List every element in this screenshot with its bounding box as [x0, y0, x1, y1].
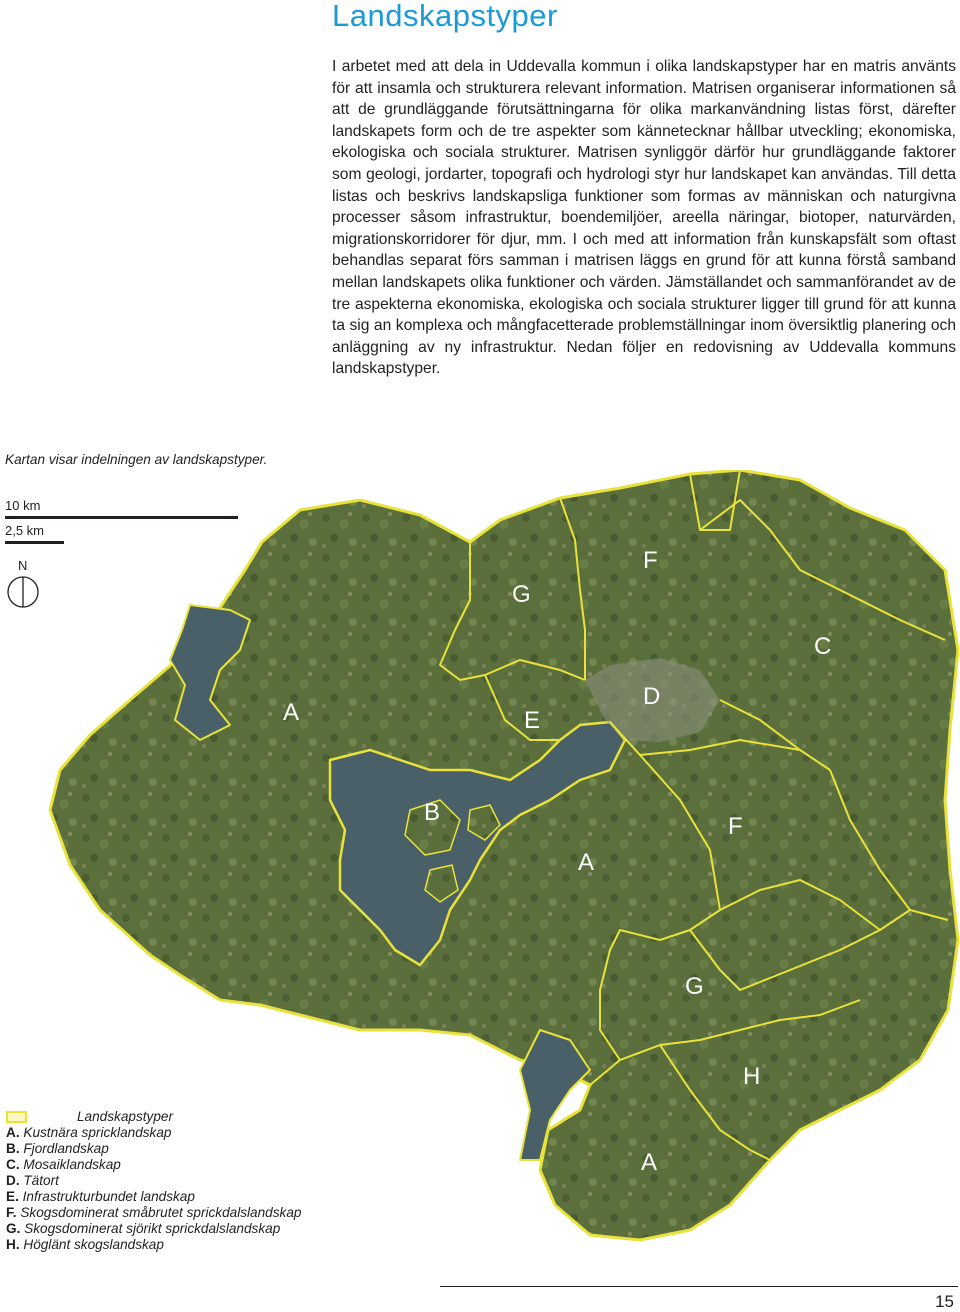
legend-name: Höglänt skogslandskap [23, 1237, 164, 1252]
legend-name: Fjordlandskap [23, 1141, 109, 1156]
legend-name: Skogsdominerat sjörikt sprickdalslandskap [24, 1221, 281, 1236]
scale-label-10km: 10 km [5, 498, 41, 513]
zone-label-f: F [728, 813, 743, 840]
legend-code: B. [6, 1141, 20, 1156]
legend-name: Infrastrukturbundet landskap [22, 1189, 195, 1204]
zone-label-g: G [685, 973, 704, 1000]
zone-label-g: G [512, 581, 531, 608]
legend-boundary-swatch [6, 1111, 27, 1123]
scale-label-2-5km: 2,5 km [5, 523, 45, 538]
legend-header [6, 1108, 346, 1125]
legend-item [6, 1189, 346, 1205]
page-number: 15 [935, 1292, 954, 1311]
footer-divider [440, 1286, 958, 1287]
legend-code: C. [6, 1157, 20, 1172]
map-caption: Kartan visar indelningen av landskapstyper. [5, 452, 268, 467]
zone-label-h: H [743, 1063, 761, 1090]
zone-label-a: A [641, 1149, 658, 1176]
legend-code: H. [6, 1237, 20, 1252]
legend-item [6, 1125, 346, 1141]
zone-label-e: E [524, 707, 541, 734]
legend-item [6, 1237, 346, 1253]
legend-code: E. [6, 1189, 19, 1204]
map-legend [6, 1108, 346, 1253]
north-label: N [18, 558, 28, 573]
page-title: Landskapstyper [332, 0, 558, 33]
zone-label-f: F [643, 547, 658, 574]
zone-label-c: C [814, 633, 832, 660]
legend-title: Landskapstyper [77, 1109, 173, 1124]
zone-label-d: D [643, 683, 661, 710]
zone-label-a: A [283, 699, 300, 726]
legend-name: Kustnära spricklandskap [23, 1125, 172, 1140]
legend-code: A. [6, 1125, 20, 1140]
legend-item [6, 1173, 346, 1189]
legend-item [6, 1141, 346, 1157]
legend-code: D. [6, 1173, 20, 1188]
legend-item [6, 1157, 346, 1173]
legend-name: Tätort [23, 1173, 59, 1188]
legend-name: Mosaiklandskap [23, 1157, 121, 1172]
legend-name: Skogsdominerat småbrutet sprickdalslandskap [20, 1205, 302, 1220]
zone-label-b: B [424, 799, 441, 826]
legend-code: G. [6, 1221, 21, 1236]
intro-paragraph: I arbetet med att dela in Uddevalla kommun i olika landskapstyper har en matris använts för att insamla och strukturera relevant information. Matrisen organiserar informationen så att de grundläggande förutsättningarna för olika markanvändning listas först, därefter landskapets form och de tre aspekter som kännetecknar hållbar utveckling; ekonomiska, ekologiska och sociala strukturer. Matrisen synliggör därför hur grundläggande faktorer som geologi, jordarter, topografi och hydrologi styr hur landskapet kan användas. Till detta listas och beskrivs landskapsliga funktioner som formas av människan och naturgivna processer såsom infrastruktur, boendemiljöer, areella näringar, biotoper, naturvärden, migrationskorridorer för djur, mm. I och med att information från kunskapsfält som oftast behandlas separat förs samman i matrisen läggs en grund för att kunna förstå samband mellan landskapets olika funktioner och värden. Jämställandet och sammanförandet av de tre aspekterna ekonomiska, ekologiska och sociala strukturer ligger till grund för att kunna ta sig an komplexa och mångfacetterade problemställningar inom översiktlig planering och anläggning av ny infrastruktur. Nedan följer en redovisning av Uddevalla kommuns landskapstyper. [332, 58, 956, 378]
legend-item [6, 1221, 346, 1237]
legend-item [6, 1205, 346, 1221]
legend-code: F. [6, 1205, 17, 1220]
zone-label-a: A [578, 849, 595, 876]
